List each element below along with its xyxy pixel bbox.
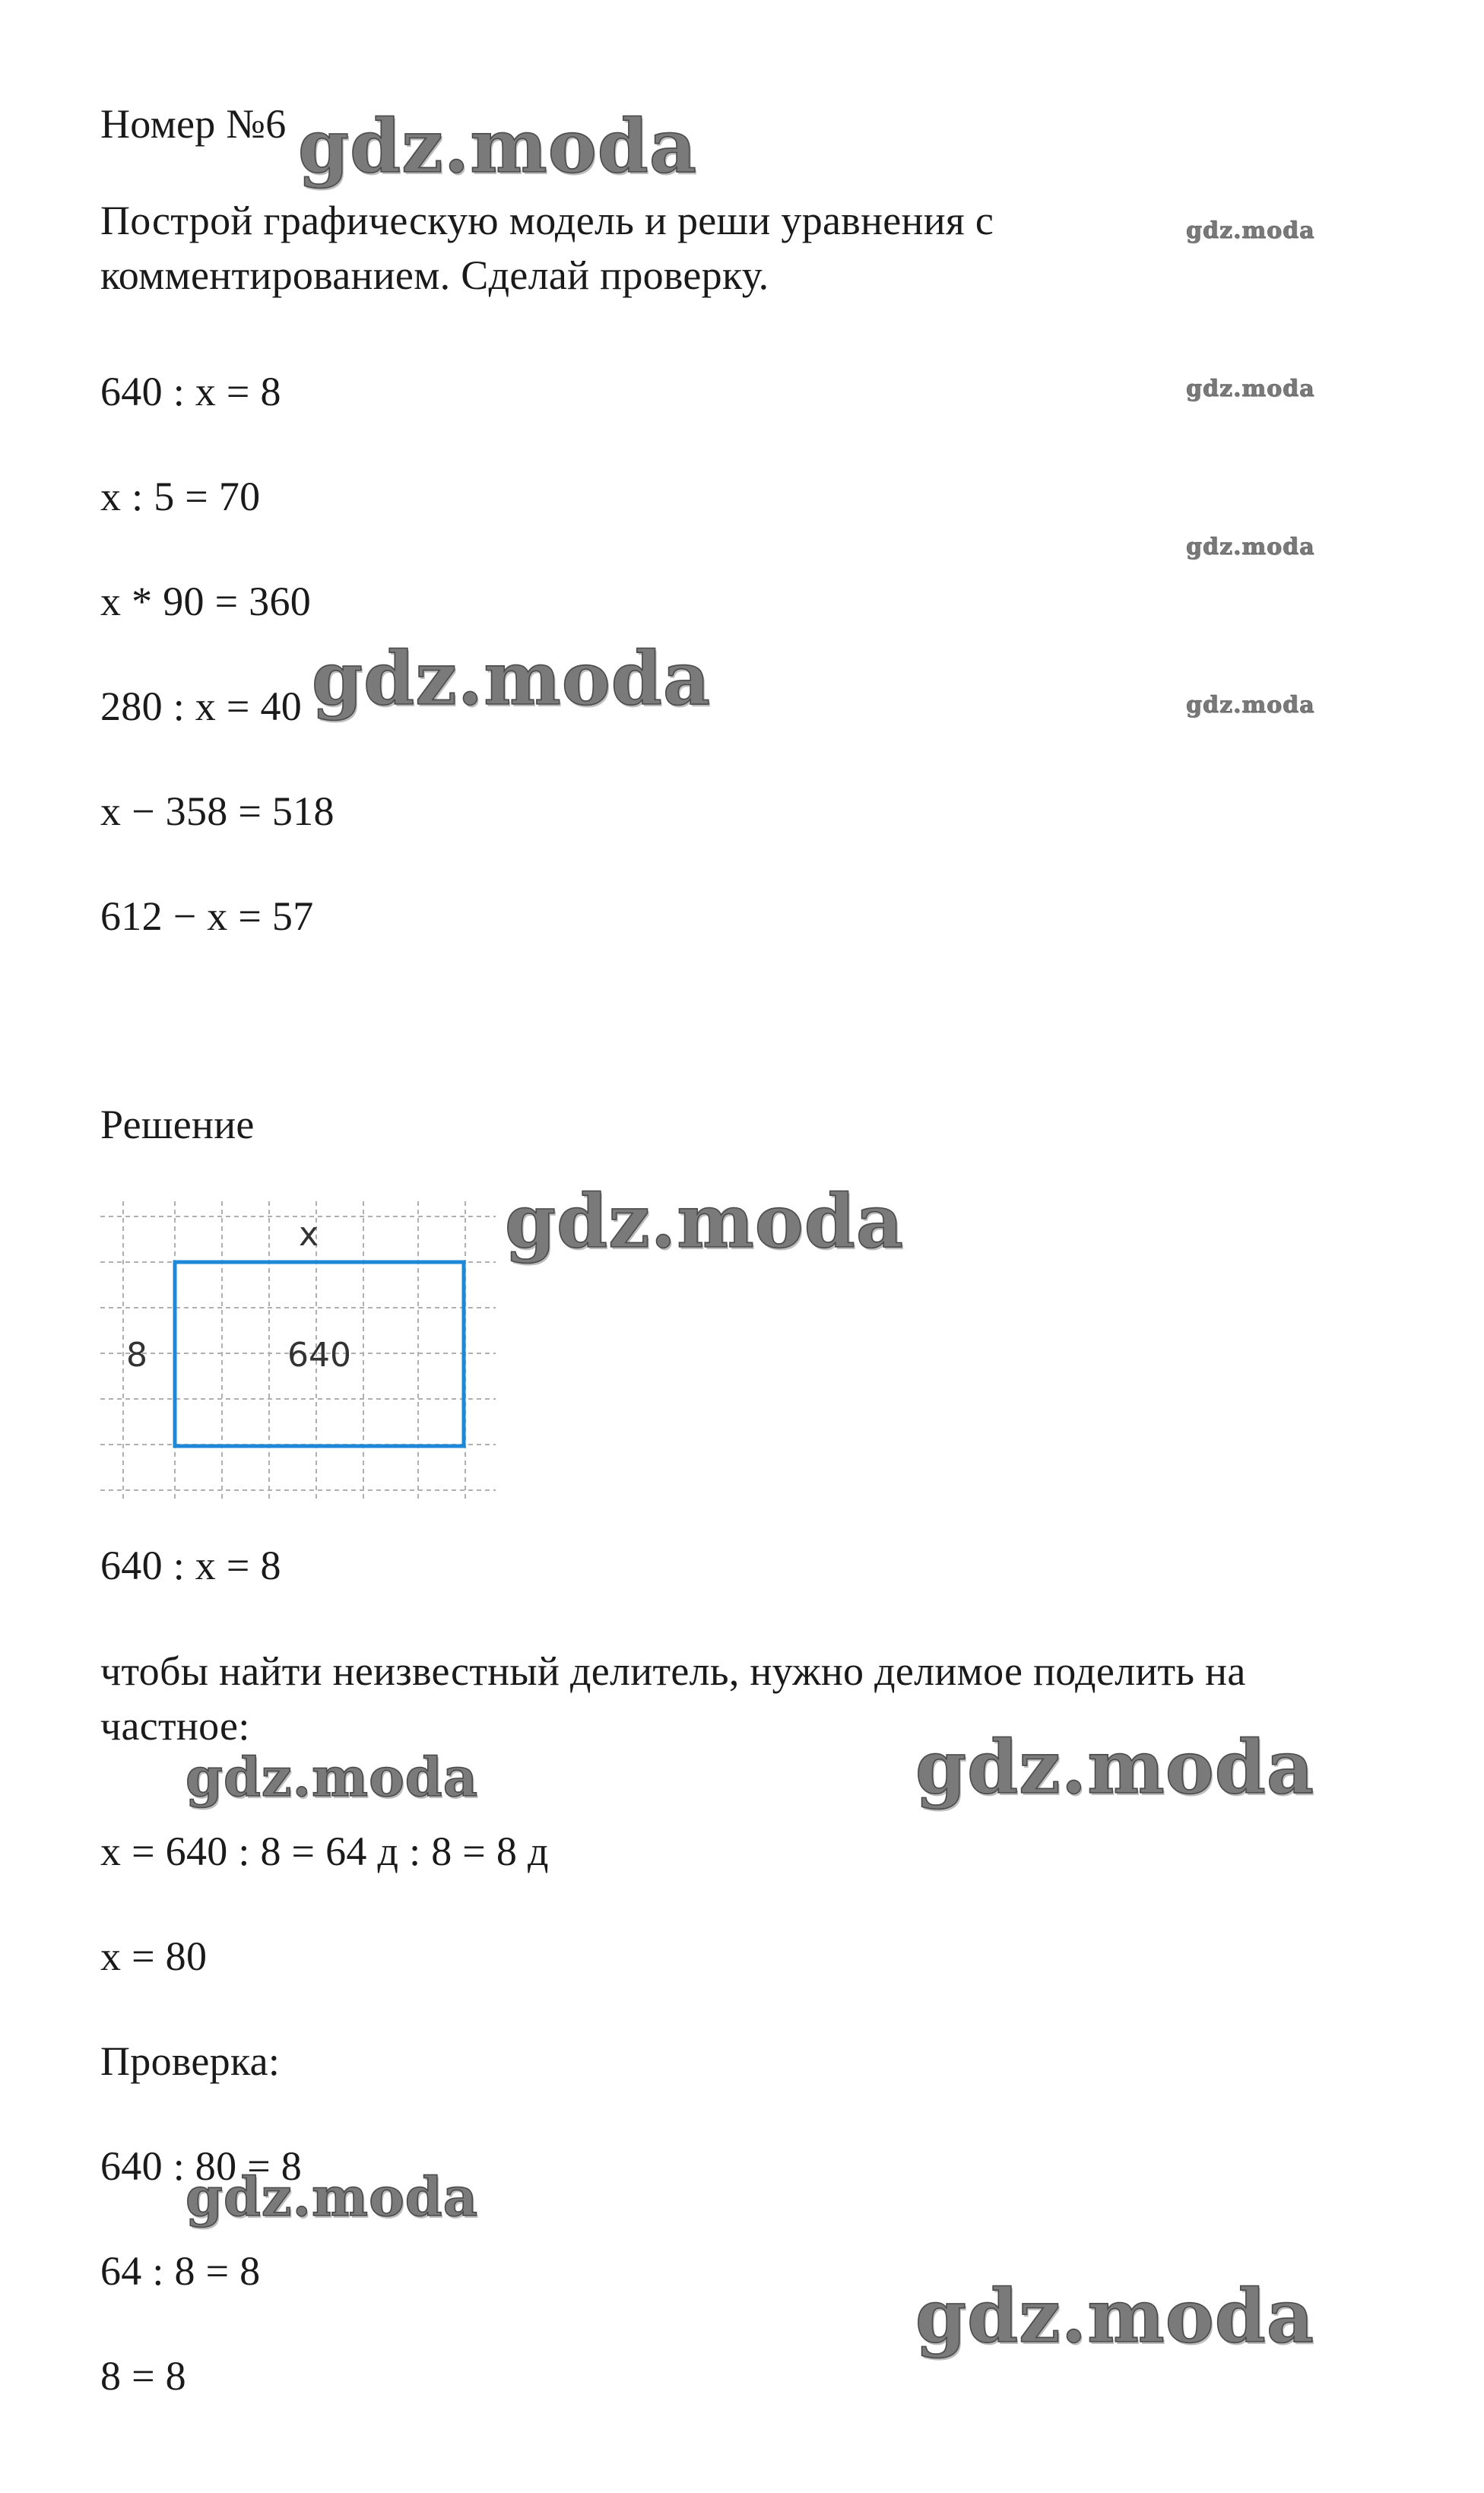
check-heading: Проверка:: [100, 2038, 281, 2084]
model-area-label: 640: [287, 1336, 351, 1375]
watermark-logo: gdz.moda: [186, 1746, 479, 1809]
model-side-label: 8: [126, 1336, 147, 1375]
solution-explanation: чтобы найти неизвестный делитель, нужно делимое поделить на частное:: [100, 1648, 1246, 1749]
solution-equation: 640 : x = 8: [100, 1543, 281, 1588]
watermark-logo: gdz.moda: [915, 2273, 1315, 2359]
watermark-logo: gdz.moda: [186, 2165, 479, 2228]
watermark-logo: gdz.moda: [1186, 376, 1315, 402]
equation-2: x : 5 = 70: [100, 474, 261, 519]
watermark-logo: gdz.moda: [1186, 534, 1315, 560]
task-text: Построй графическую модель и реши уравнения с комментированием. Сделай проверку.: [100, 198, 994, 298]
equation-3: x * 90 = 360: [100, 579, 312, 624]
model-top-label: x: [298, 1215, 319, 1254]
graphic-model-svg: [100, 1201, 511, 1499]
watermark-logo: gdz.moda: [915, 1724, 1315, 1810]
graphic-model: [100, 1201, 511, 1499]
equation-1: 640 : x = 8: [100, 369, 281, 414]
watermark-logo: gdz.moda: [312, 636, 712, 722]
solution-step-1: x = 640 : 8 = 64 д : 8 = 8 д: [100, 1829, 549, 1874]
equation-5: x − 358 = 518: [100, 788, 335, 834]
equation-6: 612 − x = 57: [100, 893, 314, 939]
solution-step-2: x = 80: [100, 1933, 208, 1979]
watermark-logo: gdz.moda: [505, 1178, 905, 1264]
problem-number: Номер №6: [100, 101, 287, 147]
equation-4: 280 : x = 40: [100, 684, 303, 729]
check-line-3: 8 = 8: [100, 2353, 186, 2399]
watermark-logo: gdz.moda: [1186, 217, 1315, 244]
check-line-2: 64 : 8 = 8: [100, 2248, 261, 2294]
solution-heading: Решение: [100, 1102, 255, 1147]
watermark-logo: gdz.moda: [1186, 692, 1315, 718]
watermark-logo: gdz.moda: [298, 103, 698, 189]
check-line-1: 640 : 80 = 8: [100, 2143, 303, 2189]
